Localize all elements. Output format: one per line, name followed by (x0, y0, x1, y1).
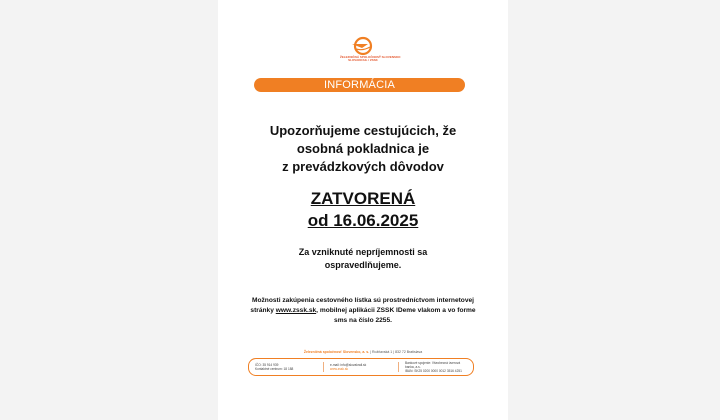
apology-line-2: ospravedlňujeme. (324, 260, 402, 270)
closed-notice (218, 188, 508, 232)
footer-website[interactable]: www.zssk.sk (330, 367, 349, 371)
zssk-logo-icon (350, 36, 376, 56)
intro-line-3: z prevádzkových dôvodov (282, 159, 444, 174)
alt-line-1: Možnosti zakúpenia cestovného lístka sú prostredníctvom internetovej (251, 297, 475, 304)
alt-line-2-suffix: , mobilnej aplikácii ZSSK IDeme vlakom a vo forme (316, 307, 476, 314)
alt-line-3: sms na číslo 2255. (334, 317, 392, 324)
footer-address: | Rožňavská 1 | 832 72 Bratislava (370, 350, 423, 354)
closed-date: od 16.06.2025 (307, 211, 419, 230)
footer-iban: IBAN: SK25 0200 0000 0012 3516 4251 (405, 369, 462, 374)
intro-line-1: Upozorňujeme cestujúcich, že (269, 123, 457, 138)
footer-email[interactable]: e-mail: info@slovakrail.sk (330, 362, 367, 367)
alt-line-2-prefix: stránky (250, 307, 274, 314)
alt-line-2 (218, 306, 508, 316)
footer-col-online (324, 362, 399, 372)
logo-text-line2: SLOVAKRAIL / ZSSK (348, 58, 378, 63)
footer-title (218, 350, 508, 354)
footer-contacts (248, 358, 474, 376)
notice-page (218, 0, 508, 420)
logo-text-line1: ŽELEZNIČNÁ SPOLOČNOSŤ SLOVENSKO (340, 55, 401, 59)
footer-org: Železničná spoločnosť Slovensko, a. s. (303, 350, 370, 354)
apology-text (218, 246, 508, 272)
apology-line-1: Za vzniknuté nepríjemnosti sa (298, 247, 428, 257)
closed-word: ZATVORENÁ (310, 189, 416, 208)
intro-line-2: osobná pokladnica je (296, 141, 430, 156)
footer-col-bank (399, 362, 473, 372)
footer-contact-center: Kontaktné centrum: 18 188 (255, 367, 294, 371)
footer-ico: IČO: 35 914 939 (255, 362, 279, 367)
footer-col-ids (249, 362, 324, 372)
footer-bank: Bankové spojenie: Všeobecná úverová banka, a.s. (405, 360, 461, 369)
zssk-logo (340, 36, 401, 68)
purchase-alternatives (218, 296, 508, 326)
website-link[interactable]: www.zssk.sk (275, 307, 317, 314)
notice-intro (218, 122, 508, 176)
info-banner: INFORMÁCIA (254, 78, 465, 92)
